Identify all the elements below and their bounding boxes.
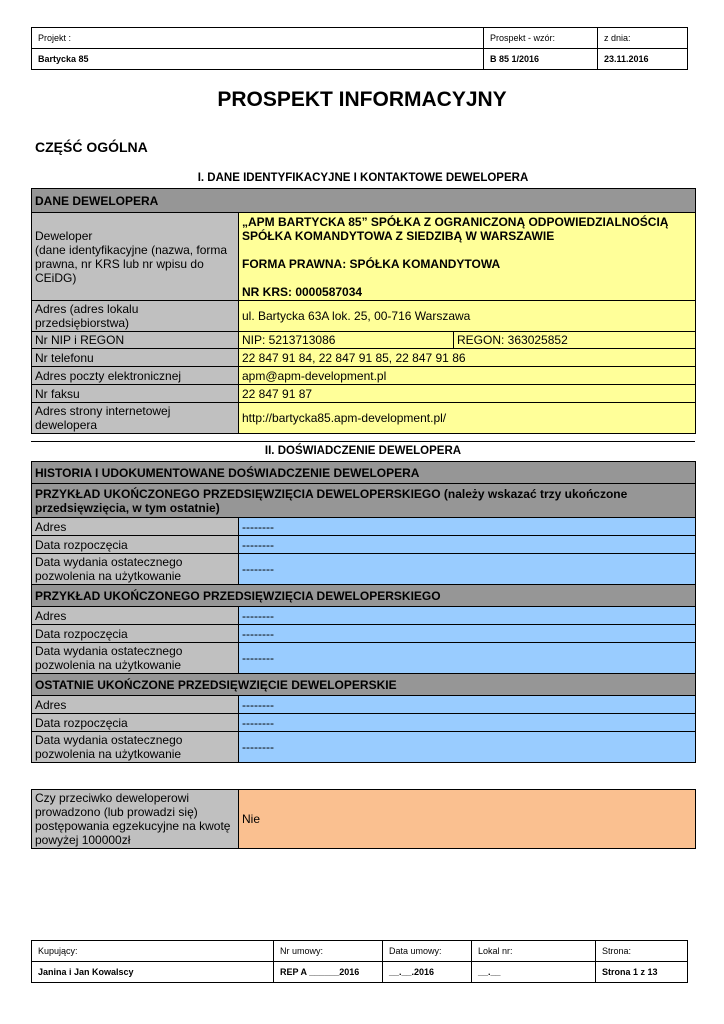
project-3-start-value: --------	[239, 714, 696, 732]
experience-table-header: HISTORIA I UDOKUMENTOWANE DOŚWIADCZENIE DEWELOPERA	[32, 462, 696, 484]
project-label: Projekt :	[32, 28, 484, 49]
page-title: PROSPEKT INFORMACYJNY	[217, 88, 507, 111]
contract-number-value: REP A ______2016	[274, 962, 383, 983]
phone-label: Nr telefonu	[32, 349, 239, 367]
section-1-heading: I. DANE IDENTYFIKACYJNE I KONTAKTOWE DEWELOPERA	[197, 172, 529, 184]
krs-number: NR KRS: 0000587034	[242, 285, 363, 299]
enforcement-label: Czy przeciwko deweloperowi prowadzono (lub prowadzi się) postępowania egzekucyjne na kwotę powyżej 100000zł	[32, 790, 239, 849]
prospect-value: B 85 1/2016	[484, 49, 598, 70]
enforcement-table	[31, 789, 696, 849]
page-label: Strona:	[596, 941, 688, 962]
developer-name: „APM BARTYCKA 85” SPÓŁKA Z OGRANICZONĄ ODPOWIEDZIALNOŚCIĄ SPÓŁKA KOMANDYTOWA Z SIEDZIBĄ W WARSZAWIE	[242, 215, 669, 243]
section-2-heading: II. DOŚWIADCZENIE DEWELOPERA	[264, 445, 462, 457]
contract-date-label: Data umowy:	[383, 941, 472, 962]
unit-label: Lokal nr:	[472, 941, 596, 962]
project-1-start-label: Data rozpoczęcia	[32, 536, 239, 554]
document-footer-table	[31, 940, 688, 983]
enforcement-value: Nie	[239, 790, 696, 849]
regon-value: REGON: 363025852	[454, 332, 696, 349]
project-1-address-value: --------	[239, 518, 696, 536]
project-2-permit-value: --------	[239, 643, 696, 674]
email-value: apm@apm-development.pl	[239, 367, 696, 385]
page-number: Strona 1 z 13	[596, 962, 688, 983]
project-1-permit-value: --------	[239, 554, 696, 585]
project-1-title: PRZYKŁAD UKOŃCZONEGO PRZEDSIĘWZIĘCIA DEWELOPERSKIEGO (należy wskazać trzy ukończone przedsięwzięcia, w tym ostatnie)	[32, 484, 696, 518]
project-2-address-value: --------	[239, 607, 696, 625]
date-value: 23.11.2016	[598, 49, 688, 70]
project-2-permit-label: Data wydania ostatecznego pozwolenia na użytkowanie	[32, 643, 239, 674]
developer-label: Deweloper (dane identyfikacyjne (nazwa, forma prawna, nr KRS lub nr wpisu do CEiDG)	[32, 213, 239, 301]
phone-value: 22 847 91 84, 22 847 91 85, 22 847 91 86	[239, 349, 696, 367]
page-subtitle: CZĘŚĆ OGÓLNA	[35, 139, 148, 155]
address-label: Adres (adres lokalu przedsiębiorstwa)	[32, 301, 239, 332]
nip-value: NIP: 5213713086	[239, 332, 454, 349]
buyer-value: Janina i Jan Kowalscy	[32, 962, 274, 983]
document-header-table	[31, 27, 688, 70]
legal-form: FORMA PRAWNA: SPÓŁKA KOMANDYTOWA	[242, 257, 501, 271]
project-1-address-label: Adres	[32, 518, 239, 536]
address-value: ul. Bartycka 63A lok. 25, 00-716 Warszawa	[239, 301, 696, 332]
project-3-permit-value: --------	[239, 732, 696, 763]
project-2-title: PRZYKŁAD UKOŃCZONEGO PRZEDSIĘWZIĘCIA DEWELOPERSKIEGO	[32, 585, 696, 607]
prospect-label: Prospekt - wzór:	[484, 28, 598, 49]
developer-table-header: DANE DEWELOPERA	[32, 189, 696, 213]
nip-regon-label: Nr NIP i REGON	[32, 332, 239, 349]
project-1-permit-label: Data wydania ostatecznego pozwolenia na użytkowanie	[32, 554, 239, 585]
fax-value: 22 847 91 87	[239, 385, 696, 403]
project-1-start-value: --------	[239, 536, 696, 554]
project-3-start-label: Data rozpoczęcia	[32, 714, 239, 732]
project-value: Bartycka 85	[32, 49, 484, 70]
project-2-start-label: Data rozpoczęcia	[32, 625, 239, 643]
experience-table	[31, 461, 696, 763]
section-divider	[31, 441, 695, 442]
fax-label: Nr faksu	[32, 385, 239, 403]
developer-data-table	[31, 188, 696, 434]
unit-value: __.__	[472, 962, 596, 983]
project-2-address-label: Adres	[32, 607, 239, 625]
project-3-title: OSTATNIE UKOŃCZONE PRZEDSIĘWZIĘCIE DEWELOPERSKIE	[32, 674, 696, 696]
date-label: z dnia:	[598, 28, 688, 49]
project-3-permit-label: Data wydania ostatecznego pozwolenia na użytkowanie	[32, 732, 239, 763]
project-3-address-label: Adres	[32, 696, 239, 714]
project-2-start-value: --------	[239, 625, 696, 643]
buyer-label: Kupujący:	[32, 941, 274, 962]
project-3-address-value: --------	[239, 696, 696, 714]
website-label: Adres strony internetowej dewelopera	[32, 403, 239, 434]
contract-number-label: Nr umowy:	[274, 941, 383, 962]
website-value: http://bartycka85.apm-development.pl/	[239, 403, 696, 434]
contract-date-value: __.__.2016	[383, 962, 472, 983]
email-label: Adres poczty elektronicznej	[32, 367, 239, 385]
developer-info-cell	[239, 213, 696, 301]
